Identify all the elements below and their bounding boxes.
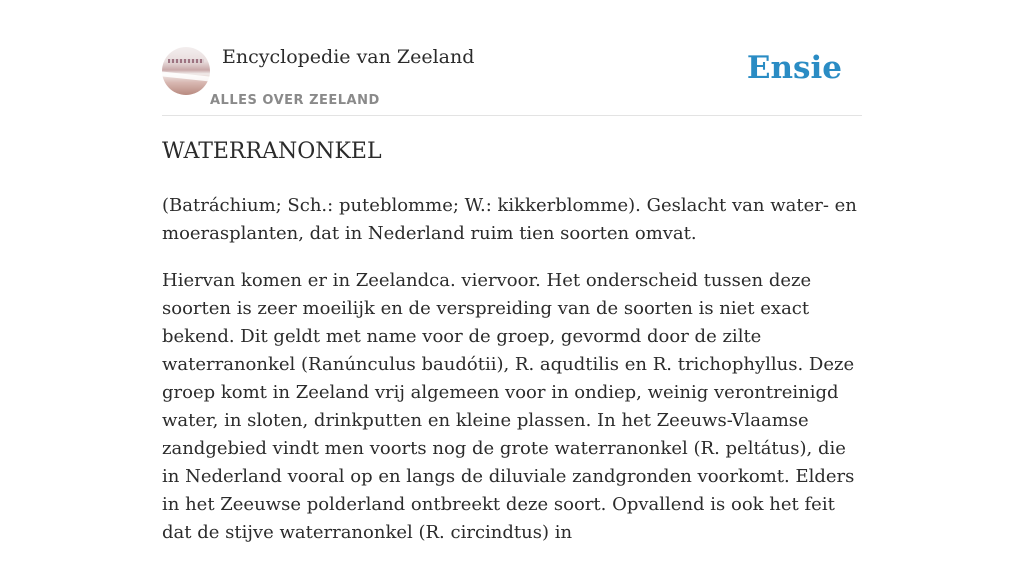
site-title[interactable]: Encyclopedie van Zeeland — [222, 46, 475, 68]
logo-decoration — [168, 59, 204, 63]
logo-decoration — [158, 71, 214, 82]
article-paragraph: (Batráchium; Sch.: puteblomme; W.: kikkerblomme). Geslacht van water- en moerasplanten, dat in Nederland ruim tien soorten omvat. — [162, 195, 857, 244]
article-title: WATERRANONKEL — [162, 139, 382, 164]
site-tagline: ALLES OVER ZEELAND — [210, 93, 380, 108]
site-header — [162, 44, 862, 116]
article-paragraph: Hiervan komen er in Zeelandca. viervoor. Het onderscheid tussen deze soorten is zeer moeilijk en de verspreiding van de soorten is niet exact bekend. Dit geldt met name voor de groep, gevormd door de zilte waterranonkel (Ranúnculus baudótii), R. aqudtilis en R. trichophyllus. Deze groep komt in Zeeland vrij algemeen voor in ondiep, weinig verontreinigd water, in sloten, drinkputten en kleine plassen. In het Zeeuws-Vlaamse zandgebied vindt men voorts nog de grote waterranonkel (R. peltátus), die in Nederland vooral op en langs de diluviale zandgronden voorkomt. Elders in het Zeeuwse polderland ontbreekt deze soort. Opvallend is ook het feit dat de stijve waterranonkel (R. circindtus) in — [162, 270, 855, 543]
article-body — [162, 192, 868, 566]
site-logo[interactable] — [162, 47, 210, 95]
ensie-brand-link[interactable]: Ensie — [746, 50, 842, 86]
